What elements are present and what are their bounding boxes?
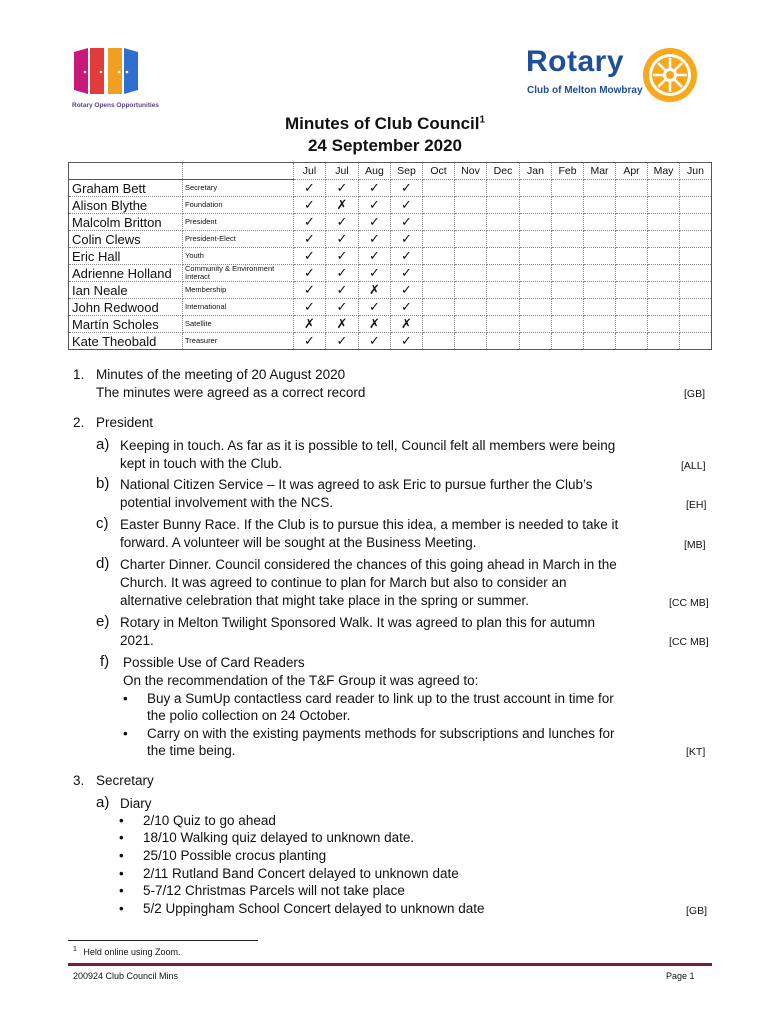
attendance-mark: ✗ bbox=[326, 197, 359, 214]
attendance-cell-empty bbox=[552, 180, 584, 197]
attendance-cell-empty bbox=[648, 282, 680, 299]
member-name: Kate Theobald bbox=[69, 333, 183, 350]
attendance-cell-empty bbox=[616, 197, 648, 214]
month-header: May bbox=[648, 163, 680, 180]
member-name: Adrienne Holland bbox=[69, 265, 183, 282]
member-row bbox=[69, 282, 712, 299]
attendance-cell-empty bbox=[487, 180, 520, 197]
item-2-number: 2. bbox=[73, 415, 85, 430]
attendance-mark: ✓ bbox=[391, 197, 423, 214]
attendance-cell-empty bbox=[584, 231, 616, 248]
item-2f-ref: [KT] bbox=[686, 746, 706, 758]
attendance-cell-empty bbox=[423, 316, 455, 333]
attendance-cell-empty bbox=[552, 333, 584, 350]
item-3a-ref: [GB] bbox=[686, 905, 708, 917]
attendance-cell-empty bbox=[584, 299, 616, 316]
attendance-cell-empty bbox=[584, 282, 616, 299]
attendance-mark: ✗ bbox=[359, 282, 391, 299]
item-2f-bullet2-line1: • Carry on with the existing payments methods for subscriptions and lunches for bbox=[147, 725, 614, 743]
attendance-cell-empty bbox=[680, 333, 712, 350]
attendance-mark: ✓ bbox=[326, 214, 359, 231]
attendance-cell-empty bbox=[487, 316, 520, 333]
attendance-cell-empty bbox=[680, 316, 712, 333]
attendance-cell-empty bbox=[487, 231, 520, 248]
attendance-cell-empty bbox=[616, 316, 648, 333]
member-row bbox=[69, 316, 712, 333]
item-2b-ref: [EH] bbox=[686, 499, 707, 511]
diary-item: • 2/11 Rutland Band Concert delayed to unknown date bbox=[143, 865, 459, 883]
month-header: Sep bbox=[391, 163, 423, 180]
attendance-cell-empty bbox=[552, 231, 584, 248]
member-role: Treasurer bbox=[183, 333, 294, 350]
item-3a-title: Diary bbox=[120, 796, 152, 811]
rotary-wheel-icon bbox=[640, 45, 700, 105]
item-1-heading: Minutes of the meeting of 20 August 2020 bbox=[96, 367, 346, 382]
attendance-mark: ✓ bbox=[326, 282, 359, 299]
attendance-mark: ✓ bbox=[359, 333, 391, 350]
attendance-mark: ✓ bbox=[359, 180, 391, 197]
member-name: Malcolm Britton bbox=[69, 214, 183, 231]
item-2d-line3: alternative celebration that might take place in the spring or summer. bbox=[120, 593, 529, 608]
footnote bbox=[73, 946, 180, 957]
attendance-cell-empty bbox=[455, 197, 487, 214]
attendance-mark: ✓ bbox=[359, 214, 391, 231]
attendance-mark: ✓ bbox=[294, 197, 326, 214]
diary-item: • 5/2 Uppingham School Concert delayed to unknown date bbox=[143, 900, 484, 918]
month-header: Mar bbox=[584, 163, 616, 180]
item-2c-letter: c) bbox=[96, 515, 109, 532]
item-2d-line2: Church. It was agreed to continue to plan for March but also to consider an bbox=[120, 575, 567, 590]
attendance-cell-empty bbox=[455, 214, 487, 231]
attendance-cell-empty bbox=[680, 282, 712, 299]
attendance-cell-empty bbox=[584, 248, 616, 265]
rotary-club-logo bbox=[526, 45, 706, 105]
attendance-mark: ✓ bbox=[326, 299, 359, 316]
attendance-cell-empty bbox=[423, 248, 455, 265]
attendance-cell-empty bbox=[616, 333, 648, 350]
attendance-cell-empty bbox=[423, 333, 455, 350]
doors-logo-icon bbox=[70, 44, 156, 102]
member-name: John Redwood bbox=[69, 299, 183, 316]
member-name: Eric Hall bbox=[69, 248, 183, 265]
attendance-cell-empty bbox=[487, 333, 520, 350]
member-name: Alison Blythe bbox=[69, 197, 183, 214]
attendance-cell-empty bbox=[520, 197, 552, 214]
attendance-cell-empty bbox=[423, 282, 455, 299]
member-row bbox=[69, 197, 712, 214]
member-role: President-Elect bbox=[183, 231, 294, 248]
attendance-mark: ✗ bbox=[391, 316, 423, 333]
month-header: Jul bbox=[294, 163, 326, 180]
attendance-cell-empty bbox=[616, 265, 648, 282]
attendance-mark: ✗ bbox=[326, 316, 359, 333]
club-name: Club of Melton Mowbray bbox=[527, 85, 643, 96]
attendance-cell-empty bbox=[584, 316, 616, 333]
footnote-divider bbox=[68, 940, 258, 941]
attendance-mark: ✓ bbox=[326, 333, 359, 350]
attendance-cell-empty bbox=[423, 299, 455, 316]
attendance-mark: ✓ bbox=[294, 214, 326, 231]
attendance-cell-empty bbox=[648, 299, 680, 316]
item-2f-bullet1-line1: • Buy a SumUp contactless card reader to link up to the trust account in time for bbox=[147, 690, 614, 708]
attendance-cell-empty bbox=[648, 231, 680, 248]
attendance-mark: ✓ bbox=[359, 231, 391, 248]
footer-doc-name: 200924 Club Council Mins bbox=[73, 971, 179, 981]
attendance-cell-empty bbox=[520, 299, 552, 316]
meeting-date: 24 September 2020 bbox=[307, 136, 463, 155]
member-role: Foundation bbox=[183, 197, 294, 214]
attendance-cell-empty bbox=[520, 248, 552, 265]
attendance-cell-empty bbox=[648, 333, 680, 350]
member-row bbox=[69, 214, 712, 231]
attendance-mark: ✓ bbox=[294, 231, 326, 248]
attendance-mark: ✓ bbox=[294, 180, 326, 197]
item-2f-bullet2-line2: the time being. bbox=[147, 743, 236, 758]
item-2d-ref: [CC MB] bbox=[669, 597, 709, 609]
month-header: Apr bbox=[616, 163, 648, 180]
attendance-cell-empty bbox=[423, 231, 455, 248]
item-1-number: 1. bbox=[73, 367, 85, 382]
item-3-heading: Secretary bbox=[96, 773, 154, 788]
attendance-cell-empty bbox=[552, 197, 584, 214]
item-2b-line2: potential involvement with the NCS. bbox=[120, 495, 334, 510]
attendance-mark: ✓ bbox=[391, 299, 423, 316]
attendance-cell-empty bbox=[648, 316, 680, 333]
member-role: Membership bbox=[183, 282, 294, 299]
attendance-cell-empty bbox=[487, 265, 520, 282]
attendance-mark: ✓ bbox=[294, 333, 326, 350]
attendance-mark: ✓ bbox=[391, 333, 423, 350]
member-name: Ian Neale bbox=[69, 282, 183, 299]
attendance-cell-empty bbox=[487, 299, 520, 316]
member-name: Graham Bett bbox=[69, 180, 183, 197]
attendance-mark: ✓ bbox=[294, 265, 326, 282]
attendance-mark: ✓ bbox=[391, 214, 423, 231]
member-role: President bbox=[183, 214, 294, 231]
attendance-mark: ✗ bbox=[359, 316, 391, 333]
attendance-cell-empty bbox=[520, 265, 552, 282]
attendance-cell-empty bbox=[455, 299, 487, 316]
attendance-mark: ✓ bbox=[391, 231, 423, 248]
attendance-cell-empty bbox=[648, 214, 680, 231]
member-role: Satellite bbox=[183, 316, 294, 333]
item-2e-letter: e) bbox=[96, 613, 110, 630]
attendance-cell-empty bbox=[616, 282, 648, 299]
attendance-cell-empty bbox=[552, 248, 584, 265]
attendance-mark: ✓ bbox=[359, 299, 391, 316]
item-3-number: 3. bbox=[73, 773, 85, 788]
attendance-mark: ✓ bbox=[294, 248, 326, 265]
attendance-cell-empty bbox=[616, 214, 648, 231]
item-2a-letter: a) bbox=[96, 436, 110, 453]
table-header-row bbox=[69, 163, 712, 180]
attendance-cell-empty bbox=[520, 282, 552, 299]
attendance-cell-empty bbox=[552, 214, 584, 231]
attendance-cell-empty bbox=[455, 282, 487, 299]
attendance-mark: ✗ bbox=[294, 316, 326, 333]
attendance-mark: ✓ bbox=[391, 282, 423, 299]
footer-divider bbox=[68, 963, 712, 966]
attendance-mark: ✓ bbox=[391, 180, 423, 197]
attendance-cell-empty bbox=[584, 180, 616, 197]
attendance-cell-empty bbox=[680, 299, 712, 316]
attendance-cell-empty bbox=[584, 333, 616, 350]
attendance-cell-empty bbox=[552, 282, 584, 299]
logo-caption: Rotary Opens Opportunities bbox=[72, 102, 160, 109]
member-role: Youth bbox=[183, 248, 294, 265]
item-2-heading: President bbox=[96, 415, 154, 430]
attendance-cell-empty bbox=[552, 316, 584, 333]
attendance-mark: ✓ bbox=[359, 265, 391, 282]
member-role: Community & Environment Interact bbox=[183, 265, 294, 282]
attendance-cell-empty bbox=[680, 180, 712, 197]
item-2f-line1: Possible Use of Card Readers bbox=[123, 655, 305, 670]
attendance-cell-empty bbox=[423, 197, 455, 214]
attendance-cell-empty bbox=[648, 248, 680, 265]
member-row bbox=[69, 299, 712, 316]
attendance-cell-empty bbox=[423, 214, 455, 231]
footnote-mark: 1 bbox=[73, 946, 77, 953]
item-3a-letter: a) bbox=[96, 794, 110, 811]
attendance-cell-empty bbox=[616, 299, 648, 316]
title-footnote-mark: 1 bbox=[479, 114, 486, 126]
item-2c-line1: Easter Bunny Race. If the Club is to pursue this idea, a member is needed to take it bbox=[120, 517, 619, 532]
attendance-cell-empty bbox=[552, 299, 584, 316]
month-header: Jun bbox=[680, 163, 712, 180]
attendance-cell-empty bbox=[680, 197, 712, 214]
month-header: Feb bbox=[552, 163, 584, 180]
attendance-cell-empty bbox=[520, 231, 552, 248]
attendance-mark: ✓ bbox=[294, 282, 326, 299]
member-name: Colin Clews bbox=[69, 231, 183, 248]
attendance-cell-empty bbox=[487, 197, 520, 214]
member-role: Secretary bbox=[183, 180, 294, 197]
footer-page-number: Page 1 bbox=[666, 971, 695, 981]
item-2e-line2: 2021. bbox=[120, 633, 154, 648]
attendance-cell-empty bbox=[520, 316, 552, 333]
attendance-table bbox=[68, 162, 712, 350]
attendance-cell-empty bbox=[552, 265, 584, 282]
attendance-cell-empty bbox=[520, 180, 552, 197]
attendance-cell-empty bbox=[423, 265, 455, 282]
attendance-mark: ✓ bbox=[326, 231, 359, 248]
month-header: Jul bbox=[326, 163, 359, 180]
item-2f-letter: f) bbox=[100, 653, 110, 670]
item-1-ref: [GB] bbox=[684, 388, 706, 400]
member-row bbox=[69, 180, 712, 197]
item-2d-line1: Charter Dinner. Council considered the chances of this going ahead in March in the bbox=[120, 557, 617, 572]
item-2b-line1: National Citizen Service – It was agreed to ask Eric to pursue further the Club’s bbox=[120, 477, 593, 492]
attendance-cell-empty bbox=[455, 316, 487, 333]
attendance-cell-empty bbox=[455, 231, 487, 248]
item-2a-ref: [ALL] bbox=[681, 460, 706, 472]
item-2f-bullet1-line2: the polio collection on 24 October. bbox=[147, 708, 351, 723]
item-2d-letter: d) bbox=[96, 555, 110, 572]
item-2b-letter: b) bbox=[96, 475, 110, 492]
attendance-mark: ✓ bbox=[326, 248, 359, 265]
item-2c-line2: forward. A volunteer will be sought at the Business Meeting. bbox=[120, 535, 477, 550]
diary-item: • 5-7/12 Christmas Parcels will not take place bbox=[143, 882, 405, 900]
diary-item: • 2/10 Quiz to go ahead bbox=[143, 812, 276, 830]
rotary-opens-opportunities-logo bbox=[70, 44, 160, 114]
attendance-cell-empty bbox=[455, 333, 487, 350]
attendance-cell-empty bbox=[487, 282, 520, 299]
page-title bbox=[0, 114, 770, 134]
member-row bbox=[69, 333, 712, 350]
attendance-cell-empty bbox=[584, 214, 616, 231]
month-header: Dec bbox=[487, 163, 520, 180]
attendance-cell-empty bbox=[520, 214, 552, 231]
attendance-cell-empty bbox=[487, 248, 520, 265]
month-header: Nov bbox=[455, 163, 487, 180]
member-row bbox=[69, 231, 712, 248]
attendance-cell-empty bbox=[616, 180, 648, 197]
attendance-cell-empty bbox=[455, 180, 487, 197]
diary-item: • 25/10 Possible crocus planting bbox=[143, 847, 326, 865]
attendance-cell-empty bbox=[680, 231, 712, 248]
attendance-mark: ✓ bbox=[359, 197, 391, 214]
attendance-cell-empty bbox=[423, 180, 455, 197]
attendance-cell-empty bbox=[680, 248, 712, 265]
attendance-cell-empty bbox=[584, 265, 616, 282]
attendance-mark: ✓ bbox=[326, 180, 359, 197]
rotary-wordmark: Rotary bbox=[526, 45, 625, 78]
diary-item: • 18/10 Walking quiz delayed to unknown date. bbox=[143, 829, 414, 847]
month-header: Jan bbox=[520, 163, 552, 180]
attendance-mark: ✓ bbox=[359, 248, 391, 265]
member-name: Martín Scholes bbox=[69, 316, 183, 333]
item-2c-ref: [MB] bbox=[684, 539, 706, 551]
item-2a-line2: kept in touch with the Club. bbox=[120, 456, 283, 471]
attendance-cell-empty bbox=[648, 265, 680, 282]
member-row bbox=[69, 265, 712, 282]
item-1-text: The minutes were agreed as a correct record bbox=[96, 385, 366, 400]
attendance-cell-empty bbox=[680, 214, 712, 231]
attendance-mark: ✓ bbox=[326, 265, 359, 282]
attendance-cell-empty bbox=[680, 265, 712, 282]
attendance-cell-empty bbox=[616, 248, 648, 265]
attendance-mark: ✓ bbox=[391, 248, 423, 265]
month-header: Aug bbox=[359, 163, 391, 180]
attendance-cell-empty bbox=[520, 333, 552, 350]
attendance-cell-empty bbox=[648, 180, 680, 197]
member-role: International bbox=[183, 299, 294, 316]
item-2a-line1: Keeping in touch. As far as it is possible to tell, Council felt all members were being bbox=[120, 438, 616, 453]
attendance-cell-empty bbox=[648, 197, 680, 214]
item-2e-line1: Rotary in Melton Twilight Sponsored Walk. It was agreed to plan this for autumn bbox=[120, 615, 595, 630]
month-header: Oct bbox=[423, 163, 455, 180]
attendance-cell-empty bbox=[487, 214, 520, 231]
attendance-cell-empty bbox=[616, 231, 648, 248]
attendance-cell-empty bbox=[455, 248, 487, 265]
attendance-mark: ✓ bbox=[391, 265, 423, 282]
item-2f-line2: On the recommendation of the T&F Group it was agreed to: bbox=[123, 673, 479, 688]
attendance-mark: ✓ bbox=[294, 299, 326, 316]
item-2e-ref: [CC MB] bbox=[669, 636, 709, 648]
attendance-cell-empty bbox=[584, 197, 616, 214]
attendance-cell-empty bbox=[455, 265, 487, 282]
footnote-text: Held online using Zoom. bbox=[83, 947, 181, 957]
member-row bbox=[69, 248, 712, 265]
title-text: Minutes of Club Council bbox=[284, 114, 480, 133]
